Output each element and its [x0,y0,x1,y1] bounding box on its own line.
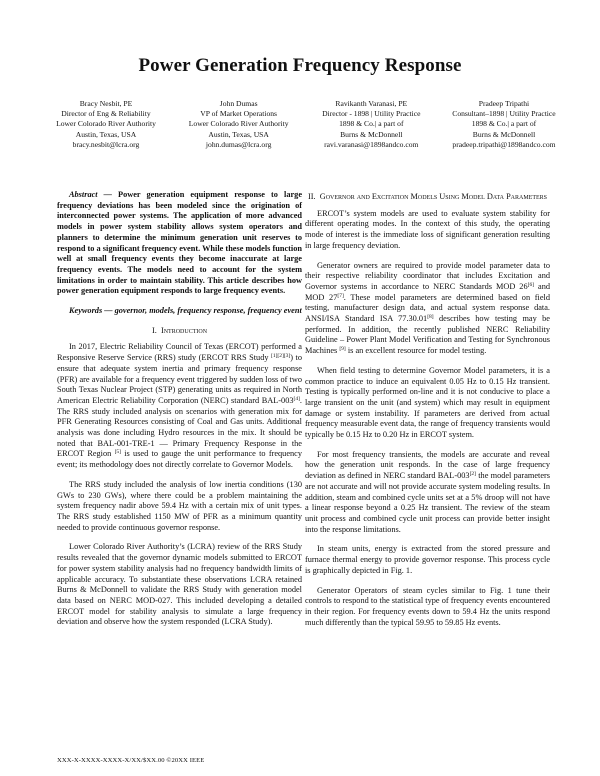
author-3-name: Ravikanth Varanasi, PE [335,99,408,108]
author-4-org: 1898 & Co.| a part of [471,119,537,129]
text-run: ) to ensure that adequate system inertia and primary frequency response (PFR) are available for a frequency event triggered by sudden loss of two South Texas Nuclear Project (STP) generating units as required in North American Electric Reliability Corporation (NERC) standard BAL-003 [57,353,302,405]
text-run: is used to gauge the unit performance to frequency event; its methodology does not directly correlate to Governor Models. [57,449,302,470]
section-2-paragraph-2 [305,261,550,357]
author-block [40,99,570,150]
citation: [8] [427,314,434,321]
author-4-email: pradeep.tripathi@1898andco.com [452,139,556,149]
section-2-paragraph-4 [305,450,550,536]
section-2-paragraph-1: ERCOT’s system models are used to evaluate system stability for different operating modes. In the context of this study, the operating mode of interest is the immediate loss of significant generation resulting in large frequency deviation. [305,208,550,250]
left-column [57,190,302,637]
text-run: . These model parameters are determined based on field testing, manufacturer design data, and actual system response data. ANSI/ISA Standard ISA 77.30.01 [305,292,550,324]
abstract-label: Abstract — [69,190,112,199]
author-4-name: Pradeep Tripathi [478,99,530,108]
author-2-title: VP of Market Operations [200,109,277,119]
section-2-paragraph-6: Generator Operators of steam cycles similar to Fig. 1 tune their controls to respond to the statistical type of frequency events encountered in their region. For frequency events down to 59.4 Hz the units respond much differently than the typical 59.95 to 59.85 Hz events. [305,585,550,627]
text-run: Generator owners are required to provide model parameter data to their respective reliability coordinator that includes Excitation and Governor systems in accordance to NERC Standards MOD 26 [305,260,550,291]
author-1 [40,99,172,150]
author-3-org: 1898 & Co.| a part of [339,119,404,129]
text-run: . The RRS study included analysis on scenarios with generation mix for PFR Generating Resources consisting of Coal and Gas units. Additional analysis was done including Hydro resources in the mix. It should be noted that BAL-001-TRE-1 — Primary Frequency Response in the ERCOT Region [57,395,302,459]
abstract [57,190,302,297]
citation: [9] [339,346,346,353]
text-run: describes how testing may be performed. In addition, the recently published NERC Reliability Guideline – Power Plant Model Verification and Testing for Synchronous Machines [305,314,550,356]
author-4-title: Consultant–1898 | Utility Practice [452,109,556,119]
text-run: is an excellent resource for model testing. [345,346,487,356]
citation: [6] [527,281,535,288]
keywords-label: Keywords — [69,306,113,316]
section-1-title: Introduction [160,325,208,335]
keywords-text: governor, models, frequency response, frequency event [112,306,302,316]
section-2-paragraph-5: In steam units, energy is extracted from the stored pressure and furnace thermal energy to provide governor response. This process cycle is graphically depicted in Fig. 1. [305,544,550,575]
author-4-org-parent: Burns & McDonnell [472,129,536,139]
author-3-org-parent: Burns & McDonnell [340,129,403,139]
author-4 [438,99,570,150]
text-run: In 2017, Electric Reliability Council of Texas (ERCOT) performed a Responsive Reserve Service (RRS) study (ERCOT RRS Study [57,342,302,363]
citation: [5] [114,449,121,456]
author-2 [173,99,305,150]
text-run: For most frequency transients, the models are accurate and reveal how the generation unit responds. In the case of large frequency deviation as defined in NERC standard BAL-003 [305,449,550,481]
section-1-paragraph-1 [57,342,302,470]
section-1-paragraph-3: Lower Colorado River Authority’s (LCRA) review of the RRS Study results revealed that the governor dynamic models submitted to ERCOT for power system stability analysis had no frequency bandwidth limits of applicable accuracy. To substantiate these observations LCRA retained Burns & McDonnell to validate the RRS Study with generation model data based on NERC MOD-027. This included developing a detailed ERCOT model for stability analysis to simulate a large frequency deviation and observe how the system responded (LCRA Study). [57,542,302,627]
keywords [57,306,302,317]
author-1-location: Austin, Texas, USA [75,129,137,139]
text-run: and MOD 27 [305,281,550,302]
section-2-paragraph-3: When field testing to determine Governor Model parameters, it is a common practice to induce an equivalent 0.05 Hz to 0.15 Hz transient. Testing is typically performed on-line and it is not conducive to place a large transient on the unit (and system) which may result in equipment damage or system instability. If parameters are derived from actual frequency measurable event data, the range of frequency transients would typically be 0.15 Hz to 0.20 Hz in ERCOT system. [305,365,550,440]
author-1-email: bracy.nesbit@lcra.org [72,139,140,149]
author-2-location: Austin, Texas, USA [208,129,269,139]
author-2-email: john.dumas@lcra.org [205,139,272,149]
copyright-footer: XXX-X-XXXX-XXXX-X/XX/$XX.00 ©20XX IEEE [57,757,205,764]
author-3-title: Director - 1898 | Utility Practice [322,109,421,119]
section-1-number: I. [151,325,157,335]
author-1-title: Director of Eng & Reliability [61,109,151,119]
text-run: the model parameters are not accurate and will not provide accurate system modeling results. In addition, steam and combined cycle units set at a 5% droop will not have a linear response beyond a 0.25 Hz transient. The review of the steam unit process and combined cycle unit process can provide better insight into the response limitations. [305,471,550,534]
section-1-paragraph-2: The RRS study included the analysis of low inertia conditions (130 GWs to 230 GWs), where there could be a problem maintaining the system frequency nadir above 59.4 Hz with a certain mix of unit types. The RRS study established 1150 MW of PFR as a minimum quantity needed to provide continuous governor response. [57,479,302,532]
paper-title: Power Generation Frequency Response [138,55,462,76]
section-2-heading [305,192,550,203]
author-1-org: Lower Colorado River Authority [56,119,156,129]
citation: [7] [337,292,344,299]
author-1-name: Bracy Nesbit, PE [79,99,133,108]
right-column [305,190,550,637]
abstract-text: Power generation equipment response to large frequency deviations has been modeled since the origination of interconnected power systems. The application of more advanced models in power system stability allows system operators and planners to determine the minimum generation unit reserves to respond to a significant frequency event. While these models function well at small frequency events they become inaccurate at large frequency events. The models need to account for the system limitations in order to maintain stability. This article describes how power generation equipment responds to large frequency events. [57,190,302,296]
section-2-title: Governor and Excitation Models Using Model Data Parameters [319,192,548,201]
author-3-email: ravi.varanasi@1898andco.com [324,139,419,149]
section-1-heading [57,326,302,337]
citation: [1][2][3] [271,353,291,360]
section-2-number: II. [307,192,316,201]
author-3 [305,99,437,150]
author-2-name: John Dumas [219,99,258,108]
citation: [4] [293,395,300,402]
author-2-org: Lower Colorado River Authority [188,119,289,129]
citation: [2] [469,471,477,478]
